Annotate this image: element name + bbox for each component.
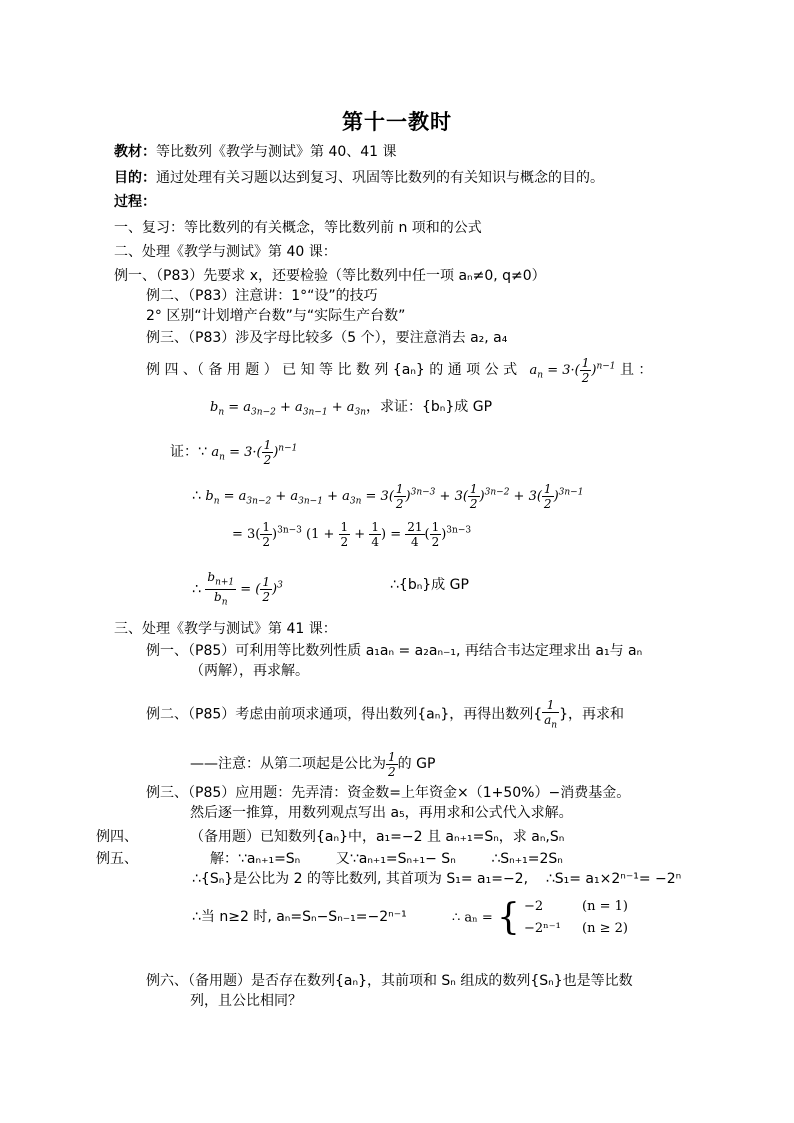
p-example-6a: 例六、（备用题）是否存在数列{aₙ}，其前项和 Sₙ 组成的数列{Sₙ}也是等比数: [146, 973, 633, 989]
p-note-tail: 的 GP: [397, 756, 436, 772]
example-3: 例三、（P83）涉及字母比较多（5 个），要注意消去 a₂, a₄: [146, 330, 508, 346]
p-example-3a: 例三、（P85）应用题：先弄清：资金数=上年资金×（1+50%）−消费基金。: [146, 785, 631, 801]
formula-half: $\frac{1}{2}$: [388, 750, 396, 779]
example-4: [146, 356, 652, 385]
section-1: 一、复习：等比数列的有关概念，等比数列前 n 项和的公式: [114, 220, 482, 236]
material-line: [114, 143, 397, 161]
p-example-5c: ∴当 n≥2 时, aₙ=Sₙ−Sₙ₋₁=−2ⁿ⁻¹: [192, 909, 407, 925]
piecewise-value-2: −2ⁿ⁻¹: [524, 921, 561, 936]
example-2a: 例二、（P83）注意讲：1°“设”的技巧: [146, 288, 378, 304]
section-3: 三、处理《教学与测试》第 41 课：: [114, 621, 337, 637]
proof-since: 证：∵: [170, 444, 207, 460]
piecewise-cond-1: (n = 1): [582, 899, 628, 914]
example-1: 例一、（P83）先要求 x，还要检验（等比数列中任一项 aₙ≠0, q≠0）: [114, 268, 546, 284]
proof-formula-4: $\frac{b_{n+1}}{b_n}$ = ( $\frac{1}{2}$ )$^3$: [207, 570, 283, 608]
material-label: 教材：: [114, 144, 156, 160]
p-example-2-tail: }，再求和: [559, 706, 625, 723]
material-text: 等比数列《教学与测试》第 40、41 课: [156, 144, 397, 160]
purpose-line: [114, 169, 604, 187]
example-4b: [210, 398, 492, 422]
proof-therefore-1: ∴: [192, 488, 201, 504]
p-example-5b: ∴{Sₙ}是公比为 2 的等比数列, 其首项为 S₁= a₁=−2, ∴S₁= a₁×2ⁿ⁻¹= −2ⁿ: [192, 871, 682, 887]
p-example-1b: （两解），再求解。: [190, 663, 309, 679]
p-example-2: [146, 698, 624, 732]
proof-line-3: = 3( $\frac{1}{2}$ )$^{3n-3}$ (1 + $\frac{1}{2}$ + $\frac{1}{4}$ ) = $\frac{21}{4}$ ( $\frac{1}{2}$ )$^{3n-3}$: [232, 520, 472, 549]
proof-conclusion: ∴{bₙ}成 GP: [390, 577, 469, 593]
piecewise-cases: [524, 896, 628, 940]
p-example-1a: 例一、（P85）可利用等比数列性质 a₁aₙ = a₂aₙ₋₁, 再结合韦达定理求出 a₁与 aₙ: [146, 643, 643, 659]
formula-1-over-an: $\frac{1}{a_n}$: [544, 698, 558, 731]
piecewise-cond-2: (n ≥ 2): [582, 921, 628, 936]
proof-therefore-2: ∴: [192, 581, 201, 598]
p-example-6b: 列，且公比相同？: [190, 993, 302, 1009]
piecewise-lhs: ∴ aₙ =: [452, 910, 493, 926]
page-title: 第十一教时: [342, 110, 452, 134]
example-4b-prove: ，求证：{bₙ}成 GP: [366, 399, 493, 415]
p-note-lead: ——注意：从第二项起是公比为: [190, 756, 386, 772]
section-2: 二、处理《教学与测试》第 40 课：: [114, 244, 337, 260]
process-label: 过程：: [114, 194, 156, 210]
proof-line-4: [192, 570, 283, 610]
proof-formula-2: $b_n = a_{3n-2} + a_{3n-1} + a_{3n} = 3$( $\frac{1}{2}$ )$^{3n-3}$ + 3( $\frac{1}{2}$ )$^{3n-2}$ + 3( $\frac{1}{2}$ )$^{3n-1}$: [205, 482, 584, 511]
example-4-lead: 例 四 、（ 备 用 题 ） 已 知 等 比 数 列 {aₙ} 的 通 项 公 式: [146, 362, 518, 378]
formula-an: $a_n = 3\cdot$( $\frac{1}{2}$ )$^{n-1}$: [529, 356, 616, 385]
piecewise-formula: [452, 896, 628, 940]
p-example-2-note: [190, 750, 435, 779]
p-example-2-lead: 例二、（P85）考虑由前项求通项，得出数列{aₙ}，再得出数列{: [146, 706, 543, 723]
example-2b: 2° 区别“计划增产台数”与“实际生产台数”: [146, 308, 406, 324]
proof-formula-1: $a_n = 3\cdot$( $\frac{1}{2}$ )$^{n-1}$: [211, 438, 298, 467]
p-example-5-num: 例五、: [96, 851, 138, 867]
formula-bn: $b_n = a_{3n-2} + a_{3n-1} + a_{3n}$: [210, 400, 367, 418]
p-example-4-text: （备用题）已知数列{aₙ}中，a₁=−2 且 aₙ₊₁=Sₙ，求 aₙ,Sₙ: [190, 829, 565, 845]
purpose-label: 目的：: [114, 170, 156, 186]
proof-line-1: [170, 438, 297, 467]
p-example-3b: 然后逐一推算，用数列观点写出 a₅，再用求和公式代入求解。: [190, 805, 573, 821]
purpose-text: 通过处理有关习题以达到复习、巩固等比数列的有关知识与概念的目的。: [156, 170, 604, 186]
p-example-5-text: 解：∵aₙ₊₁=Sₙ 又∵aₙ₊₁=Sₙ₊₁− Sₙ ∴Sₙ₊₁=2Sₙ: [210, 851, 563, 867]
example-4-tail: 且 ：: [619, 362, 653, 378]
p-example-4-num: 例四、: [96, 829, 138, 845]
proof-line-2: [192, 482, 583, 511]
piecewise-brace: {: [496, 897, 520, 938]
piecewise-value-1: −2: [524, 899, 544, 914]
